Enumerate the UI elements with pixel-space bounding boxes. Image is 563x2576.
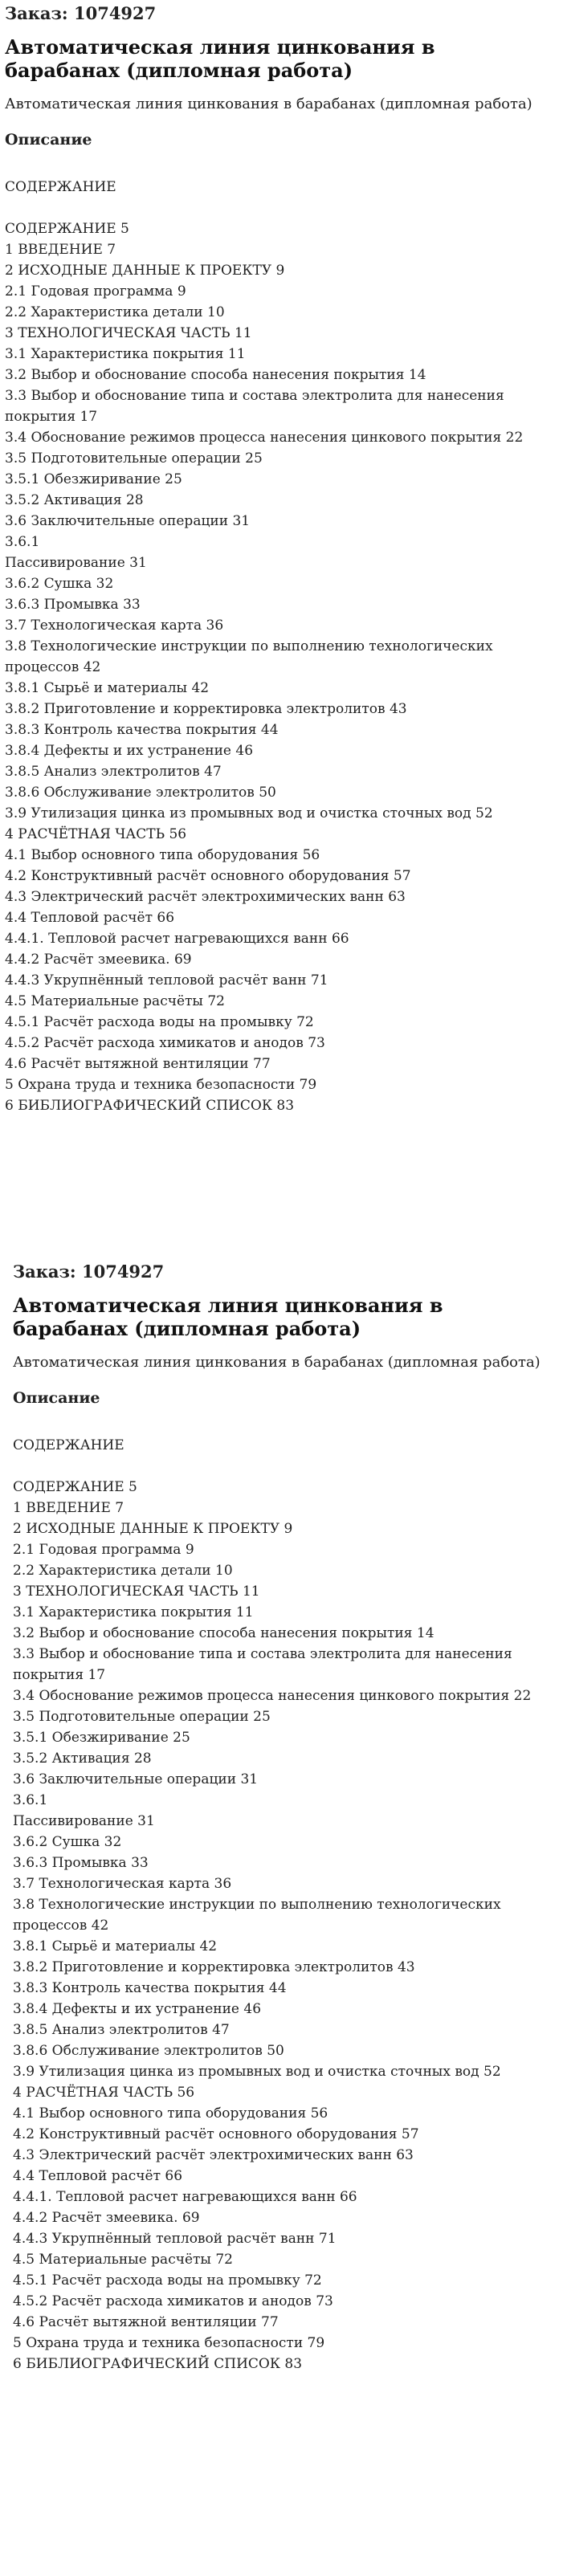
toc-entry: 2.2 Характеристика детали 10 (13, 1563, 233, 1579)
toc-entry: 4.4.3 Укрупнённый тепловой расчёт ванн 71 (5, 972, 328, 989)
toc-entry: 4.4.1. Тепловой расчет нагревающихся ванн 66 (13, 2189, 357, 2206)
toc-entry: 4 РАСЧЁТНАЯ ЧАСТЬ 56 (5, 826, 187, 843)
contents-heading: СОДЕРЖАНИЕ (5, 179, 116, 196)
toc-entry: Пассивирование 31 (5, 555, 147, 572)
toc-entry: 2 ИСХОДНЫЕ ДАННЫЕ К ПРОЕКТУ 9 (5, 263, 285, 279)
toc-entry: 4.2 Конструктивный расчёт основного оборудования 57 (5, 868, 411, 885)
order-number: Заказ: 1074927 (13, 1262, 165, 1282)
toc-entry: 3.8 Технологические инструкции по выполнению технологических процессов 42 (5, 638, 493, 676)
toc-entry: 4.3 Электрический расчёт электрохимических ванн 63 (5, 889, 406, 906)
toc-entry: 4.1 Выбор основного типа оборудования 56 (5, 847, 320, 864)
listing-block-1 (0, 0, 563, 1116)
table-of-contents (13, 1477, 559, 2374)
toc-entry: 4.4.1. Тепловой расчет нагревающихся ванн 66 (5, 931, 349, 948)
toc-entry: 4.2 Конструктивный расчёт основного оборудования 57 (13, 2126, 419, 2143)
toc-entry: 3.2 Выбор и обоснование способа нанесения покрытия 14 (13, 1625, 434, 1642)
toc-entry: 2.1 Годовая программа 9 (5, 283, 186, 300)
toc-entry: 3.8.4 Дефекты и их устранение 46 (5, 743, 254, 760)
toc-entry: 3.6.1 (13, 1792, 48, 1809)
toc-entry: 3 ТЕХНОЛОГИЧЕСКАЯ ЧАСТЬ 11 (13, 1584, 260, 1600)
toc-entry: 3.4 Обоснование режимов процесса нанесения цинкового покрытия 22 (13, 1688, 532, 1705)
toc-entry: 5 Охрана труда и техника безопасности 79 (5, 1077, 317, 1094)
toc-entry: 4.4 Тепловой расчёт 66 (13, 2168, 183, 2185)
toc-entry: 4.5.2 Расчёт расхода химикатов и анодов 73 (5, 1035, 325, 1052)
toc-entry: 3.1 Характеристика покрытия 11 (13, 1604, 254, 1621)
toc-entry: 3.7 Технологическая карта 36 (5, 618, 224, 634)
toc-entry: СОДЕРЖАНИЕ 5 (5, 221, 129, 238)
toc-entry: 3.8.3 Контроль качества покрытия 44 (13, 1980, 287, 1997)
toc-entry: Пассивирование 31 (13, 1813, 155, 1830)
toc-entry: 4.1 Выбор основного типа оборудования 56 (13, 2105, 328, 2122)
toc-entry: 6 БИБЛИОГРАФИЧЕСКИЙ СПИСОК 83 (5, 1098, 295, 1115)
contents-heading: СОДЕРЖАНИЕ (13, 1437, 124, 1454)
toc-entry: 3.5.1 Обезжиривание 25 (5, 471, 182, 488)
toc-entry: 4.4 Тепловой расчёт 66 (5, 910, 175, 927)
toc-entry: 4.5 Материальные расчёты 72 (5, 993, 225, 1010)
toc-entry: 4.5.2 Расчёт расхода химикатов и анодов 73 (13, 2293, 333, 2310)
toc-entry: 3.8.3 Контроль качества покрытия 44 (5, 722, 279, 739)
toc-entry: 3.8.6 Обслуживание электролитов 50 (13, 2043, 284, 2060)
toc-entry: 4.4.2 Расчёт змеевика. 69 (5, 952, 192, 968)
toc-entry: 3.3 Выбор и обоснование типа и состава электролита для нанесения покрытия 17 (5, 388, 504, 426)
toc-entry: 3.6 Заключительные операции 31 (5, 513, 251, 530)
toc-entry: 3.8.2 Приготовление и корректировка электролитов 43 (5, 701, 407, 718)
toc-entry: 2 ИСХОДНЫЕ ДАННЫЕ К ПРОЕКТУ 9 (13, 1521, 293, 1538)
toc-entry: 2.2 Характеристика детали 10 (5, 304, 225, 321)
toc-entry: 3.8.5 Анализ электролитов 47 (5, 764, 222, 781)
work-subtitle: Автоматическая линия цинкования в барабанах (дипломная работа) (5, 96, 532, 113)
toc-entry: 5 Охрана труда и техника безопасности 79 (13, 2335, 325, 2352)
toc-entry: 3.6.3 Промывка 33 (13, 1855, 149, 1872)
toc-entry: 3 ТЕХНОЛОГИЧЕСКАЯ ЧАСТЬ 11 (5, 325, 252, 342)
description-label: Описание (5, 131, 92, 149)
toc-entry: 3.8 Технологические инструкции по выполнению технологических процессов 42 (13, 1897, 501, 1934)
page-title: Автоматическая линия цинкования в барабанах (дипломная работа) (5, 35, 435, 82)
toc-entry: 1 ВВЕДЕНИЕ 7 (13, 1500, 124, 1517)
toc-entry: 3.3 Выбор и обоснование типа и состава электролита для нанесения покрытия 17 (13, 1646, 512, 1684)
toc-entry: 4.5.1 Расчёт расхода воды на промывку 72 (5, 1014, 314, 1031)
toc-entry: 1 ВВЕДЕНИЕ 7 (5, 242, 116, 259)
toc-entry: 3.5 Подготовительные операции 25 (13, 1709, 271, 1726)
toc-entry: 3.8.4 Дефекты и их устранение 46 (13, 2001, 262, 2018)
toc-entry: 4.6 Расчёт вытяжной вентиляции 77 (13, 2314, 279, 2331)
work-subtitle: Автоматическая линия цинкования в барабанах (дипломная работа) (13, 1354, 541, 1372)
page-title: Автоматическая линия цинкования в барабанах (дипломная работа) (13, 1294, 443, 1340)
toc-entry: 4.5 Материальные расчёты 72 (13, 2252, 233, 2268)
toc-entry: СОДЕРЖАНИЕ 5 (13, 1479, 137, 1496)
toc-entry: 3.8.5 Анализ электролитов 47 (13, 2022, 230, 2039)
toc-entry: 3.5.2 Активация 28 (5, 492, 144, 509)
toc-entry: 3.4 Обоснование режимов процесса нанесения цинкового покрытия 22 (5, 430, 524, 446)
toc-entry: 3.8.1 Сырьё и материалы 42 (13, 1938, 218, 1955)
toc-entry: 3.5.2 Активация 28 (13, 1751, 152, 1767)
toc-entry: 6 БИБЛИОГРАФИЧЕСКИЙ СПИСОК 83 (13, 2356, 303, 2373)
toc-entry: 3.8.1 Сырьё и материалы 42 (5, 680, 210, 697)
listing-block-2 (0, 1258, 563, 2374)
toc-entry: 3.9 Утилизация цинка из промывных вод и очистка сточных вод 52 (13, 2064, 501, 2081)
toc-entry: 3.6 Заключительные операции 31 (13, 1771, 259, 1788)
toc-entry: 3.5.1 Обезжиривание 25 (13, 1730, 190, 1747)
description-label: Описание (13, 1389, 100, 1408)
toc-entry: 3.8.6 Обслуживание электролитов 50 (5, 785, 276, 801)
toc-entry: 3.6.1 (5, 534, 40, 551)
toc-entry: 3.2 Выбор и обоснование способа нанесения покрытия 14 (5, 367, 426, 384)
toc-entry: 3.6.3 Промывка 33 (5, 597, 141, 613)
toc-entry: 3.9 Утилизация цинка из промывных вод и очистка сточных вод 52 (5, 805, 493, 822)
table-of-contents (5, 218, 551, 1116)
toc-entry: 2.1 Годовая программа 9 (13, 1542, 194, 1559)
toc-entry: 4.4.3 Укрупнённый тепловой расчёт ванн 71 (13, 2231, 337, 2248)
toc-entry: 4.5.1 Расчёт расхода воды на промывку 72 (13, 2272, 322, 2289)
toc-entry: 4.6 Расчёт вытяжной вентиляции 77 (5, 1056, 271, 1073)
toc-entry: 4 РАСЧЁТНАЯ ЧАСТЬ 56 (13, 2085, 195, 2101)
toc-entry: 3.6.2 Сушка 32 (5, 576, 114, 593)
toc-entry: 3.7 Технологическая карта 36 (13, 1876, 232, 1893)
order-number: Заказ: 1074927 (5, 3, 157, 23)
toc-entry: 3.6.2 Сушка 32 (13, 1834, 122, 1851)
toc-entry: 3.1 Характеристика покрытия 11 (5, 346, 246, 363)
toc-entry: 3.8.2 Приготовление и корректировка электролитов 43 (13, 1959, 415, 1976)
toc-entry: 4.3 Электрический расчёт электрохимических ванн 63 (13, 2147, 414, 2164)
toc-entry: 4.4.2 Расчёт змеевика. 69 (13, 2210, 200, 2227)
toc-entry: 3.5 Подготовительные операции 25 (5, 450, 263, 467)
